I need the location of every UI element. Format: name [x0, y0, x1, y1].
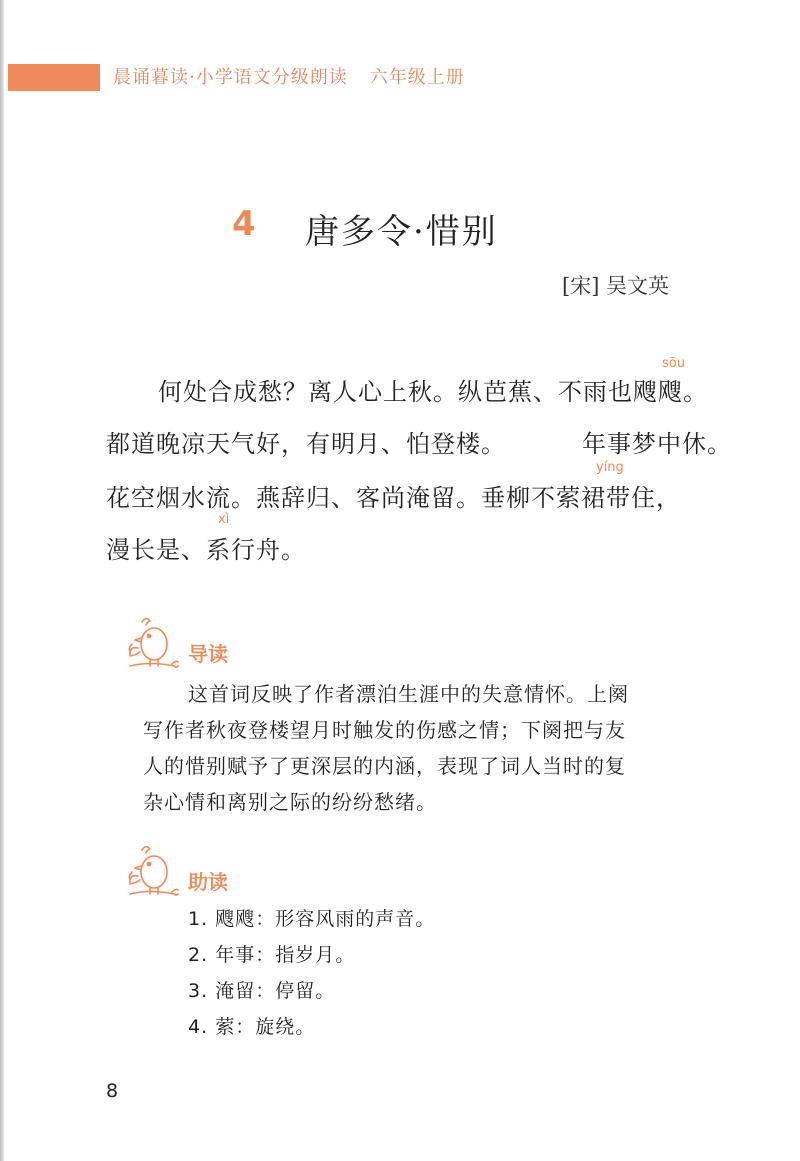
page-edge — [0, 0, 4, 1161]
note-text: 萦：旋绕。 — [215, 1016, 316, 1038]
notes-title: 助读 — [188, 870, 228, 894]
note-item — [188, 976, 335, 1003]
poem-line: 都道晚凉天气好，有明月、怕登楼。 — [106, 430, 506, 458]
poem-line: 花空烟水流。燕辞归、客尚淹留。垂柳不萦裙带住， — [106, 484, 681, 512]
bird-icon — [124, 842, 180, 900]
guide-title: 导读 — [188, 642, 228, 666]
note-number: 2. — [188, 944, 209, 966]
poem-author: [宋] 吴文英 — [562, 274, 670, 298]
note-number: 3. — [188, 980, 209, 1002]
poem-line: 何处合成愁？离人心上秋。纵芭蕉、不雨也飕飕。 — [158, 378, 708, 406]
note-text: 飕飕：形容风雨的声音。 — [215, 908, 436, 930]
volume-label: 六年级上册 — [369, 67, 465, 88]
poem-line: 年事梦中休。 — [582, 430, 732, 458]
guide-text-line: 写作者秋夜登楼望月时触发的伤感之情；下阕把与友 — [143, 718, 626, 742]
header-color-bar — [8, 64, 100, 91]
note-text: 淹留：停留。 — [215, 980, 336, 1002]
note-number: 4. — [188, 1016, 209, 1038]
series-title: 晨诵暮读·小学语文分级朗读 — [113, 67, 348, 88]
bird-icon — [124, 614, 180, 672]
note-item — [188, 940, 355, 967]
pinyin-annotation: yíng — [596, 460, 624, 475]
guide-text-line: 这首词反映了作者漂泊生涯中的失意情怀。上阕 — [188, 682, 629, 706]
page-number: 8 — [106, 1080, 119, 1102]
poem-line: 漫长是、系行舟。 — [106, 536, 306, 564]
poem-title: 唐多令·惜别 — [305, 212, 498, 252]
guide-text-line: 人的惜别赋予了更深层的内涵，表现了词人当时的复 — [143, 754, 626, 778]
note-item — [188, 904, 435, 931]
pinyin-annotation: xì — [218, 512, 230, 527]
note-text: 年事：指岁月。 — [215, 944, 356, 966]
guide-text-line: 杂心情和离别之际的纷纷愁绪。 — [143, 790, 437, 814]
pinyin-annotation: sōu — [662, 356, 685, 371]
lesson-number: 4 — [232, 204, 256, 244]
note-number: 1. — [188, 908, 209, 930]
note-item — [188, 1012, 315, 1039]
running-header — [113, 63, 465, 89]
